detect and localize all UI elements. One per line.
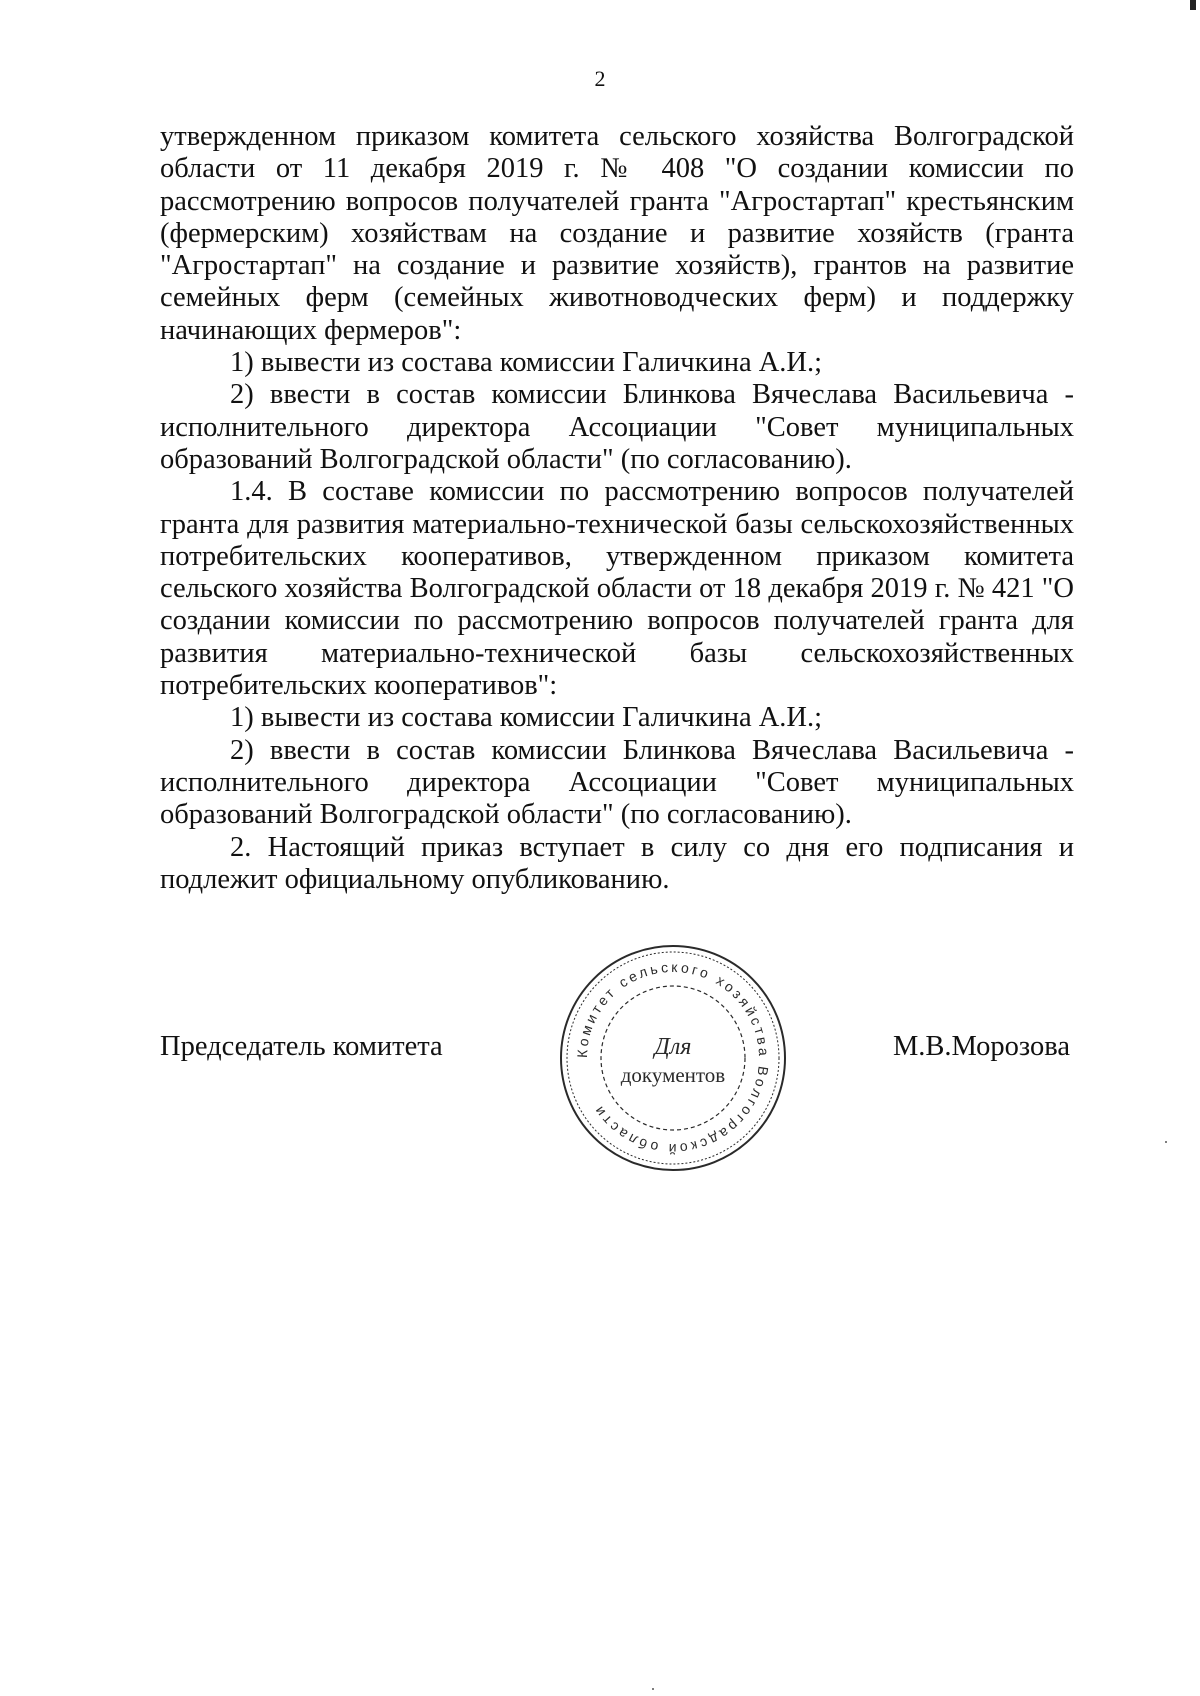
page-number: 2 xyxy=(594,66,606,91)
stamp-ring-text: Комитет сельского хозяйства Волгоградской области xyxy=(573,958,773,1158)
official-stamp xyxy=(557,942,789,1174)
paragraph-section-1-4: 1.4. В составе комиссии по рассмотрению вопросов получателей гранта для развития материально-технической базы сельскохозяйственных потребительских кооперативов, утвержденном приказом комитета сельского хозяйства Волгоградской области от 18 декабря 2019 г. № 421 "О создании комиссии по рассмотрению вопросов получателей гранта для развития материально-технической базы сельскохозяйственных потребительских кооперативов": xyxy=(160,476,1074,702)
scan-speck xyxy=(1165,1141,1167,1143)
signature-name: М.В.Морозова xyxy=(892,1031,1070,1062)
scan-speck xyxy=(652,1688,654,1690)
list-item-add-member-1: 2) ввести в состав комиссии Блинкова Вячеслава Васильевича - исполнительного директора Ассоциации "Совет муниципальных образований Волгоградской области" (по согласованию). xyxy=(160,379,1074,475)
scan-corner-mark xyxy=(1190,0,1196,10)
signature-title: Председатель комитета xyxy=(160,1031,443,1062)
list-item-remove-member-1: 1) вывести из состава комиссии Галичкина А.И.; xyxy=(230,347,823,379)
list-item-add-member-2: 2) ввести в состав комиссии Блинкова Вячеслава Васильевича - исполнительного директора Ассоциации "Совет муниципальных образований Волгоградской области" (по согласованию). xyxy=(160,734,1074,831)
list-item-remove-member-2: 1) вывести из состава комиссии Галичкина А.И.; xyxy=(230,702,823,734)
document-body xyxy=(160,121,1074,896)
stamp-center-line2: документов xyxy=(620,1063,726,1087)
stamp-center-line1: Для xyxy=(654,1034,692,1060)
paragraph-effective-date: 2. Настоящий приказ вступает в силу со дня его подписания и подлежит официальному опубликованию. xyxy=(160,831,1074,895)
paragraph-continuation: утвержденном приказом комитета сельского хозяйства Волгоградской области от 11 декабря 2019 г. № 408 "О создании комиссии по рассмотрению вопросов получателей гранта "Агростартап" крестьянским (фермерским) хозяйствам на создание и развитие хозяйств (гранта "Агростартап" на создание и развитие хозяйств), грантов на развитие семейных ферм (семейных животноводческих ферм) и поддержку начинающих фермеров": xyxy=(160,121,1074,346)
